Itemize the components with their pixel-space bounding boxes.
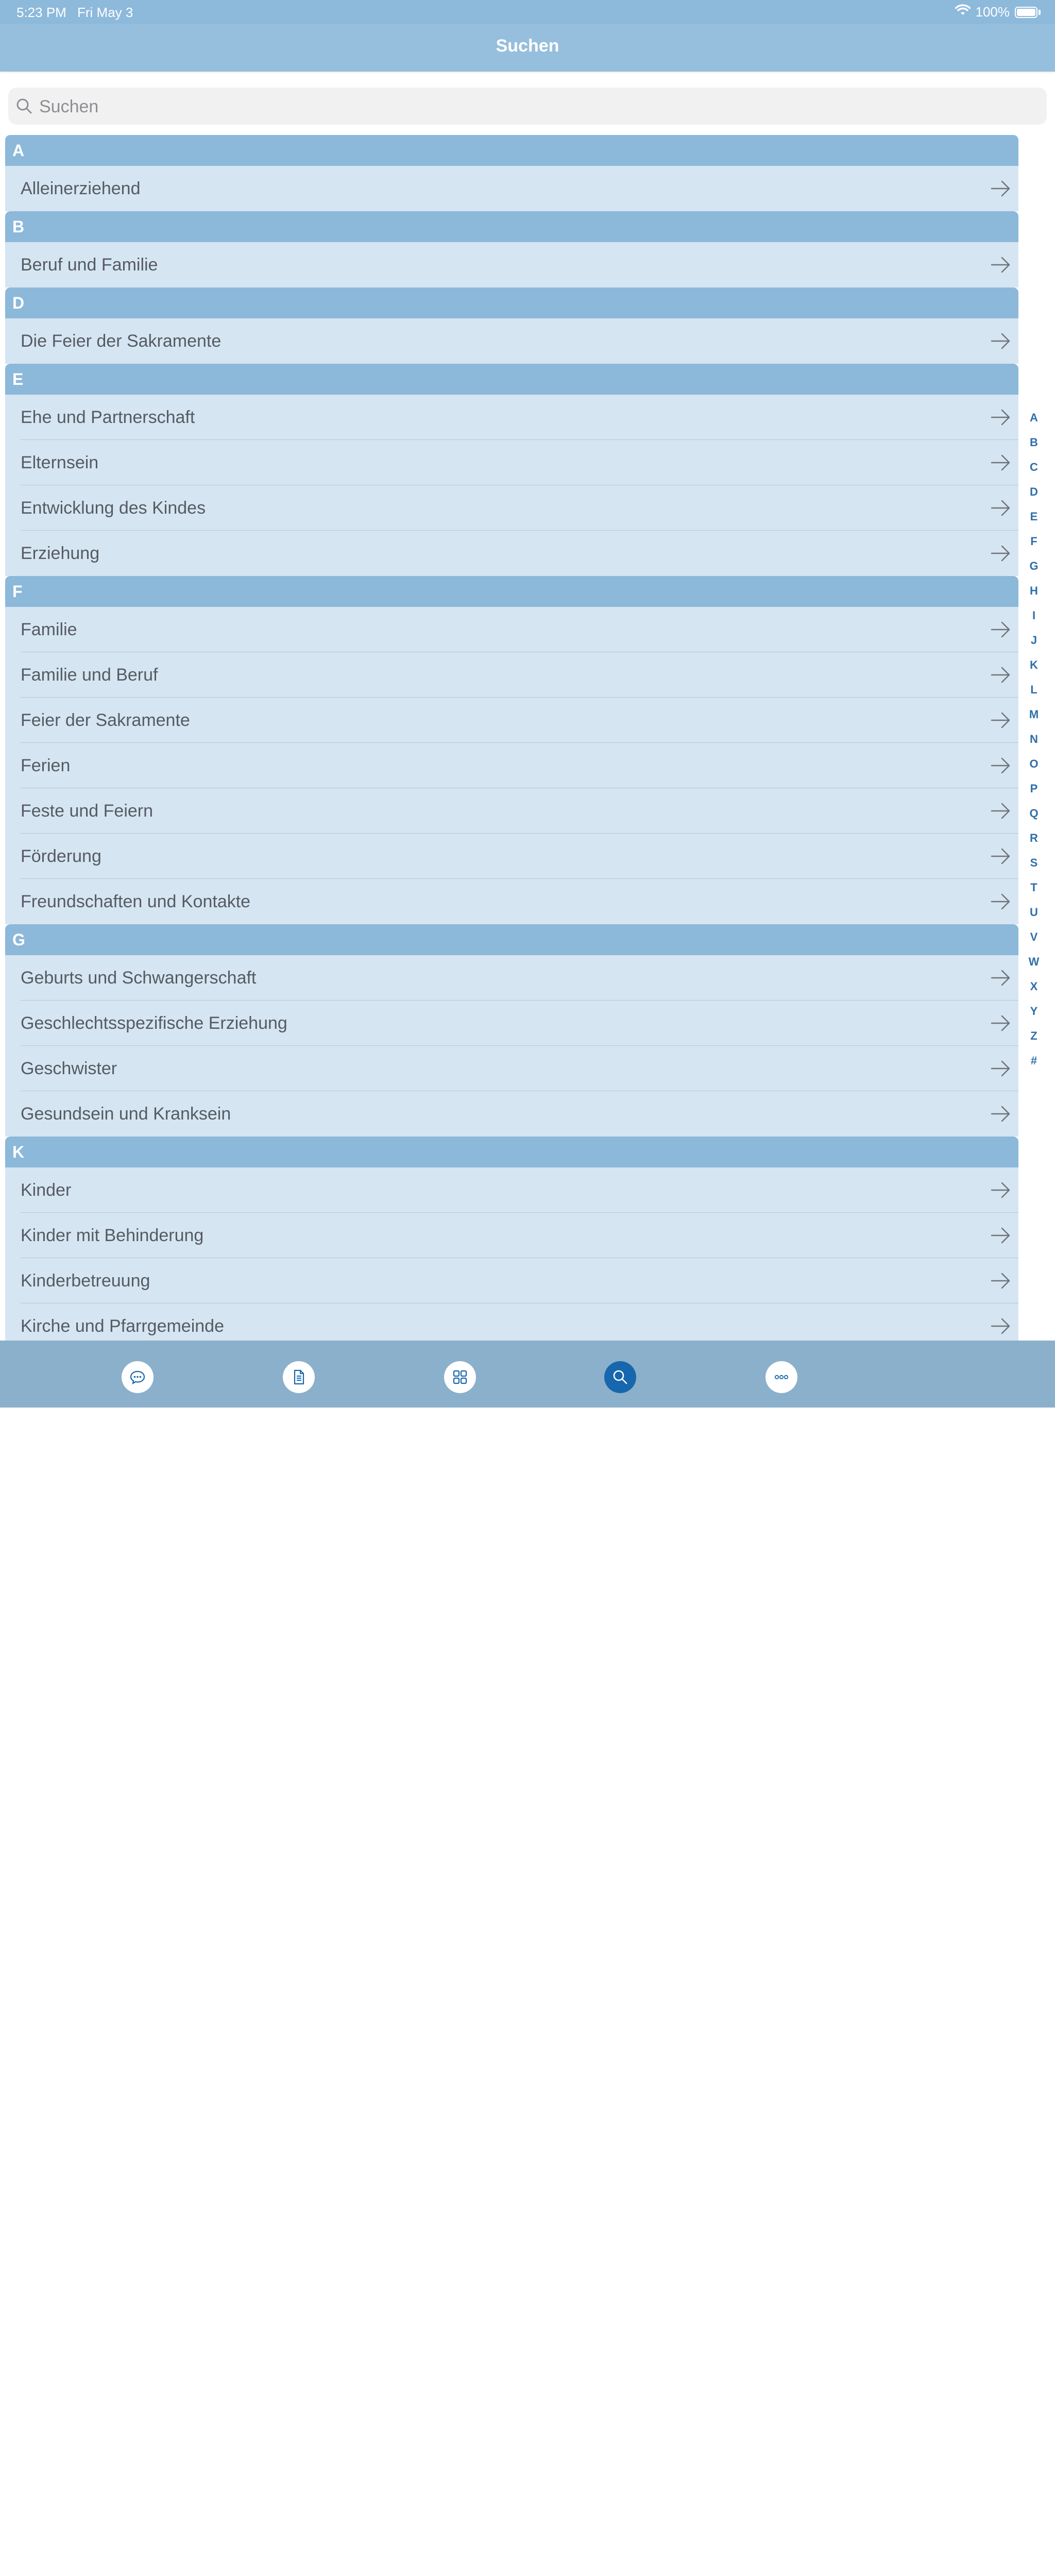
list-item[interactable] [5,1303,1018,1341]
index-letter[interactable]: T [1030,881,1037,894]
section-f [5,576,1018,924]
arrow-right-icon [991,498,1011,518]
list-item[interactable] [5,395,1018,440]
battery-percent: 100% [975,4,1010,20]
index-letter[interactable]: E [1030,510,1038,523]
index-letter[interactable]: N [1030,733,1038,745]
more-icon [773,1368,790,1386]
index-letter[interactable]: R [1030,832,1038,844]
list-item-label: Geschlechtsspezifische Erziehung [21,1013,287,1033]
index-letter[interactable]: B [1030,436,1038,449]
index-letter[interactable]: D [1030,485,1038,498]
list-item-label: Beruf und Familie [21,255,158,275]
list-item[interactable] [5,1167,1018,1213]
list-item[interactable] [5,1258,1018,1303]
tab-document[interactable] [283,1361,315,1393]
list-item-label: Familie und Beruf [21,665,158,685]
list-item-label: Ehe und Partnerschaft [21,408,195,427]
index-letter[interactable]: L [1030,683,1037,696]
index-letter[interactable]: # [1030,1054,1037,1067]
list-item-label: Feste und Feiern [21,801,154,821]
list-item-label: Gesundsein und Kranksein [21,1104,231,1124]
list-item-label: Familie [21,620,77,639]
list-item[interactable] [5,242,1018,287]
tab-bar [0,1341,1055,1408]
index-letter[interactable]: X [1030,980,1038,993]
arrow-right-icon [991,1013,1011,1033]
arrow-right-icon [991,1271,1011,1291]
list-item-label: Entwicklung des Kindes [21,498,206,518]
section-b [5,211,1018,287]
index-letter[interactable]: W [1028,955,1040,968]
index-letter[interactable]: U [1030,906,1038,919]
wifi-icon [955,4,971,20]
page-title: Suchen [496,36,559,56]
section-header: A [5,135,1018,166]
section-g [5,924,1018,1137]
index-letter[interactable]: Y [1030,1005,1038,1018]
section-k [5,1137,1018,1341]
list-item[interactable] [5,1001,1018,1046]
section-header: F [5,576,1018,607]
tab-search[interactable] [604,1361,636,1393]
search-input[interactable] [38,88,1019,126]
index-letter[interactable]: M [1029,708,1039,721]
section-header: E [5,364,1018,395]
status-indicators [955,4,1041,20]
arrow-right-icon [991,1104,1011,1124]
list-item[interactable] [5,1046,1018,1091]
arrow-right-icon [991,331,1011,351]
index-letter[interactable]: K [1030,658,1038,671]
list-item-label: Alleinerziehend [21,179,141,198]
arrow-right-icon [991,1180,1011,1200]
tab-chat[interactable] [122,1361,154,1393]
arrow-right-icon [991,255,1011,275]
list-item[interactable] [5,607,1018,652]
list-item[interactable] [5,166,1018,211]
arrow-right-icon [991,968,1011,988]
index-letter[interactable]: I [1032,609,1036,622]
list-item[interactable] [5,652,1018,698]
arrow-right-icon [991,408,1011,427]
list-item-label: Geburts und Schwangerschaft [21,968,257,988]
arrow-right-icon [991,179,1011,198]
index-letter[interactable]: Z [1030,1029,1037,1042]
list-item-label: Kinder mit Behinderung [21,1226,204,1245]
topic-list[interactable] [5,135,1018,1341]
list-item-label: Geschwister [21,1059,117,1078]
section-a [5,135,1018,211]
navigation-bar [0,24,1055,72]
battery-icon [1015,7,1037,18]
status-bar [0,0,1055,24]
section-d [5,287,1018,364]
arrow-right-icon [991,665,1011,685]
index-letter[interactable]: F [1030,535,1037,548]
index-letter[interactable]: H [1030,584,1038,597]
status-date: Fri May 3 [77,5,133,20]
arrow-right-icon [991,1226,1011,1245]
arrow-right-icon [991,1059,1011,1078]
index-letter[interactable]: P [1030,782,1038,795]
list-item-label: Erziehung [21,544,100,563]
list-item[interactable] [5,743,1018,788]
section-header: G [5,924,1018,955]
search-icon [611,1368,629,1386]
arrow-right-icon [991,846,1011,866]
list-item[interactable] [5,879,1018,924]
index-letter[interactable]: O [1029,757,1039,770]
list-item[interactable] [5,834,1018,879]
index-letter[interactable]: C [1030,461,1038,473]
index-letter[interactable]: S [1030,856,1038,869]
arrow-right-icon [991,710,1011,730]
arrow-right-icon [991,892,1011,911]
document-icon [290,1368,308,1386]
list-item[interactable] [5,1091,1018,1137]
arrow-right-icon [991,801,1011,821]
list-item-label: Die Feier der Sakramente [21,331,222,351]
arrow-right-icon [991,756,1011,775]
list-item[interactable] [5,698,1018,743]
list-item-label: Ferien [21,756,71,775]
index-letter[interactable]: Q [1029,807,1039,820]
grid-icon [451,1368,469,1386]
index-letter[interactable]: V [1030,930,1038,943]
list-item-label: Elternsein [21,453,99,472]
list-item[interactable] [5,788,1018,834]
list-item[interactable] [5,955,1018,1001]
index-letter[interactable]: G [1029,560,1039,572]
list-item[interactable] [5,318,1018,364]
index-letter[interactable]: A [1030,411,1038,424]
section-header: B [5,211,1018,242]
list-item[interactable] [5,531,1018,576]
list-item-label: Kinderbetreuung [21,1271,150,1291]
list-item[interactable] [5,485,1018,531]
search-icon [15,97,33,115]
list-item[interactable] [5,1213,1018,1258]
list-item-label: Förderung [21,846,101,866]
list-item-label: Kirche und Pfarrgemeinde [21,1316,225,1336]
list-item-label: Freundschaften und Kontakte [21,892,251,911]
status-time: 5:23 PM [16,5,66,20]
section-index[interactable] [1025,410,1043,1078]
section-header: K [5,1137,1018,1167]
tab-more[interactable] [765,1361,797,1393]
list-item[interactable] [5,440,1018,485]
section-header: D [5,287,1018,318]
section-e [5,364,1018,576]
list-item-label: Feier der Sakramente [21,710,190,730]
index-letter[interactable]: J [1030,634,1037,647]
arrow-right-icon [991,544,1011,563]
search-field[interactable] [8,88,1047,125]
list-item-label: Kinder [21,1180,72,1200]
chat-bubble-icon [129,1368,146,1386]
arrow-right-icon [991,1316,1011,1336]
arrow-right-icon [991,453,1011,472]
tab-grid[interactable] [444,1361,476,1393]
arrow-right-icon [991,620,1011,639]
